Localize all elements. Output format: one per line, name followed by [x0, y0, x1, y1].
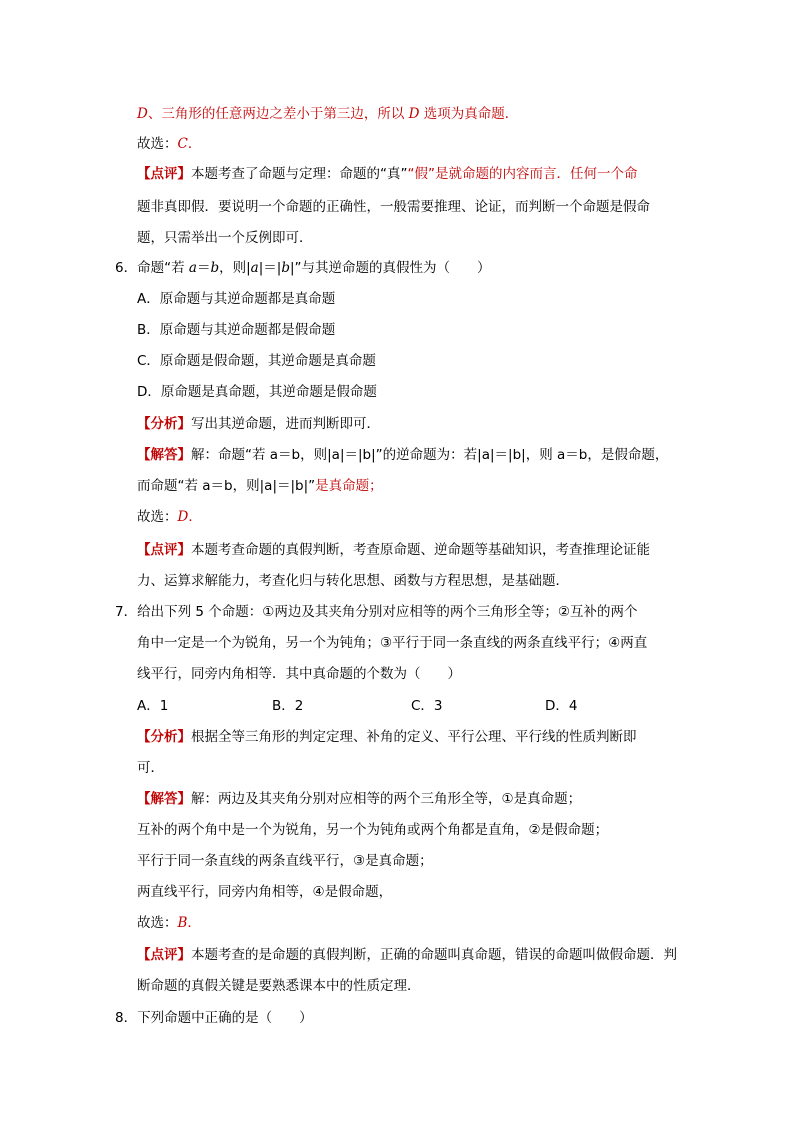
q6-var: a [250, 260, 259, 276]
q6-review-line-2: 力、运算求解能力，考查化归与转化思想、函数与方程思想，是基础题． [137, 573, 569, 589]
q7-answer-letter: B [177, 915, 188, 931]
q7-analysis-line-2: 可． [137, 760, 164, 776]
q6-stem [115, 258, 491, 278]
q5-option-d-text: 、三角形的任意两边之差小于第三边，所以 [147, 106, 409, 122]
q8-stem-text: 下列命题中正确的是（ ） [137, 1010, 313, 1026]
q7-stem-line-3: 线平行，同旁内角相等．其中真命题的个数为（ ） [137, 666, 461, 682]
q5-review-tag: 【点评】 [137, 166, 191, 182]
q5-review-line-3: 题，只需举出一个反例即可． [137, 230, 313, 246]
q7-option-c: C．3 [411, 698, 443, 714]
q7-number: 7． [115, 604, 138, 620]
q6-solution-text-2a: 而命题“若 a＝b，则|a|＝|b|” [137, 478, 316, 494]
q7-answer-suffix: ． [187, 915, 201, 931]
q6-number: 6． [115, 260, 138, 276]
q6-review-tag: 【点评】 [137, 542, 191, 558]
q6-answer-suffix: ． [188, 509, 202, 525]
q6-analysis-tag: 【分析】 [137, 416, 191, 432]
q7-answer [137, 913, 201, 933]
q7-answer-prefix: 故选： [137, 915, 178, 931]
q7-analysis-tag: 【分析】 [137, 729, 191, 745]
q7-option-a: A．1 [137, 698, 169, 714]
q5-option-letter-2: D [408, 106, 420, 122]
q7-solution-line-1 [137, 789, 581, 809]
q7-stem-line-1 [115, 602, 637, 622]
q8-stem [115, 1008, 313, 1028]
q5-review-text-1b: “假”是就命题的内容而言．任何一个命 [407, 166, 638, 182]
q5-option-d-text-2: 选项为真命题． [419, 106, 519, 122]
q6-solution-line-2 [137, 476, 383, 496]
q7-solution-line-2: 互补的两个角中是一个为锐角，另一个为钝角或两个角都是直角，②是假命题； [137, 822, 609, 838]
q5-review-line-1 [137, 164, 638, 184]
q6-solution-line-1 [137, 445, 668, 465]
q6-stem-part: |＝| [258, 260, 282, 276]
q6-option-a: A．原命题与其逆命题都是真命题 [137, 291, 336, 307]
q6-option-c: C．原命题是假命题，其逆命题是真命题 [137, 353, 376, 369]
q6-analysis-text: 写出其逆命题，进而判断即可． [191, 416, 380, 432]
q5-answer-prefix: 故选： [137, 136, 178, 152]
q7-option-b: B．2 [272, 698, 304, 714]
q6-stem-part: 命题“若 [137, 260, 189, 276]
q6-review-text-1: 本题考查命题的真假判断，考查原命题、逆命题等基础知识，考查推理论证能 [191, 542, 650, 558]
q7-review-text-1: 本题考查的是命题的真假判断，正确的命题叫真命题，错误的命题叫做假命题．判 [191, 947, 677, 963]
q6-option-d: D．原命题是真命题，其逆命题是假命题 [137, 384, 377, 400]
q7-review-line-2: 断命题的真假关键是要熟悉课本中的性质定理． [137, 978, 421, 994]
q6-solution-text-2b: 是真命题； [315, 478, 383, 494]
q6-stem-part: ，则| [219, 260, 251, 276]
q7-solution-line-3: 平行于同一条直线的两条直线平行，③是真命题； [137, 853, 433, 869]
q5-answer-letter: C [177, 136, 188, 152]
q6-var: b [210, 260, 220, 276]
q7-solution-tag: 【解答】 [137, 791, 191, 807]
q6-stem-part: |”与其逆命题的真假性为（ ） [290, 260, 491, 276]
q7-analysis-text-1: 根据全等三角形的判定定理、补角的定义、平行公理、平行线的性质判断即 [191, 729, 637, 745]
q5-answer [137, 134, 201, 154]
q7-stem-line-2: 角中一定是一个为锐角，另一个为钝角；③平行于同一条直线的两条直线平行；④两直 [137, 635, 648, 651]
q5-option-d-explanation [137, 104, 518, 124]
q6-solution-text-1: 解：命题“若 a＝b，则|a|＝|b|”的逆命题为：若|a|＝|b|，则 a＝b，是假命题， [191, 447, 669, 463]
q7-stem-text-1: 给出下列 5 个命题：①两边及其夹角分别对应相等的两个三角形全等；②互补的两个 [137, 604, 638, 620]
q6-var: b [281, 260, 290, 276]
q5-review-text-1a: 本题考查了命题与定理：命题的“真” [191, 166, 408, 182]
q5-answer-suffix: ． [187, 136, 202, 152]
q6-option-b: B．原命题与其逆命题都是假命题 [137, 322, 336, 338]
q6-answer [137, 507, 202, 527]
q5-option-letter: D [137, 106, 148, 122]
q6-var: a [188, 260, 197, 276]
q7-review-tag: 【点评】 [137, 947, 191, 963]
q5-review-line-2: 题非真即假．要说明一个命题的正确性，一般需要推理、论证，而判断一个命题是假命 [137, 199, 650, 215]
q7-solution-text-1: 解：两边及其夹角分别对应相等的两个三角形全等，①是真命题； [191, 791, 582, 807]
q7-review-line-1 [137, 945, 677, 965]
q6-stem-part: ＝ [196, 260, 211, 276]
q6-answer-prefix: 故选： [137, 509, 178, 525]
q7-option-d: D．4 [545, 698, 578, 714]
q8-number: 8． [115, 1010, 138, 1026]
q6-analysis [137, 414, 380, 434]
q7-analysis-line-1 [137, 727, 637, 747]
q6-answer-letter: D [177, 509, 189, 525]
q6-solution-tag: 【解答】 [137, 447, 191, 463]
q6-review-line-1 [137, 540, 650, 560]
q7-solution-line-4: 两直线平行，同旁内角相等，④是假命题， [137, 884, 393, 900]
